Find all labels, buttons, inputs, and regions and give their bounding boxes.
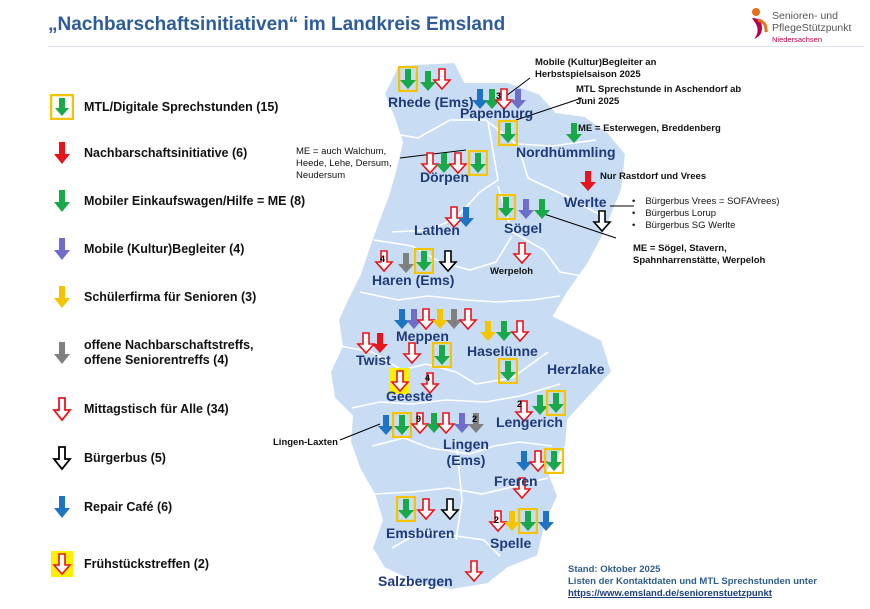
buergerbus-marker-icon xyxy=(438,248,458,274)
count-papenburg-mittagstisch: 3 xyxy=(496,91,502,101)
mittagstisch-marker-icon xyxy=(432,66,452,92)
place-doerpen: Dörpen xyxy=(420,169,469,185)
mtl-marker-icon xyxy=(496,194,516,220)
mtl-marker-icon xyxy=(392,412,412,438)
note-lingen-laxten: Lingen-Laxten xyxy=(273,437,338,448)
place-spelle: Spelle xyxy=(490,535,532,551)
place-salzbergen: Salzbergen xyxy=(378,573,453,589)
buergerbus-list xyxy=(632,196,779,232)
buergerbus-list-item: • Bürgerbus Vrees = SOFAVrees) xyxy=(632,196,779,208)
place-papenburg: Papenburg xyxy=(460,105,534,121)
buergerbus-marker-icon xyxy=(592,208,612,234)
place-haren: Haren (Ems) xyxy=(372,272,455,288)
note-werpeloh: Werpeloh xyxy=(490,266,534,277)
mtl-marker-icon xyxy=(432,342,452,368)
einkauf-marker-icon xyxy=(532,196,552,222)
mtl-marker-icon xyxy=(396,496,416,522)
legend-buergerbus-label: Bürgerbus (5) xyxy=(84,450,166,465)
mtl-marker-icon xyxy=(544,448,564,474)
buergerbus-list-item: • Bürgerbus SG Werlte xyxy=(632,220,779,232)
note-me-soegel: ME = Sögel, Stavern, Spahnharrenstätte, Werpeloh xyxy=(633,243,766,266)
place-soegel: Sögel xyxy=(504,220,543,236)
footer-stand: Stand: Oktober 2025 xyxy=(568,564,661,575)
legend-mittagstisch-label: Mittagstisch für Alle (34) xyxy=(84,401,229,416)
mittagstisch-marker-icon xyxy=(458,306,478,332)
initiative-marker-icon xyxy=(578,168,598,194)
mittagstisch-marker-icon xyxy=(510,318,530,344)
legend-schuelerfirma-label: Schülerfirma für Senioren (3) xyxy=(84,289,257,304)
place-werlte: Werlte xyxy=(564,194,607,210)
place-lengerich: Lengerich xyxy=(496,414,563,430)
logo-line1: Senioren- und xyxy=(772,10,838,22)
buergerbus-list-item: • Bürgerbus Lorup xyxy=(632,208,779,220)
note-rastdorf: Nur Rastdorf und Vrees xyxy=(600,171,707,182)
mtl-marker-icon xyxy=(398,66,418,92)
footer-info: Listen der Kontaktdaten und MTL Sprechstunden unter xyxy=(568,576,817,587)
place-herzlake: Herzlake xyxy=(547,361,605,377)
buergerbus-marker-icon xyxy=(440,496,460,522)
place-twist: Twist xyxy=(356,352,391,368)
mittagstisch-marker-icon xyxy=(416,496,436,522)
legend-mtl-label: MTL/Digitale Sprechstunden (15) xyxy=(84,99,279,114)
place-geeste: Geeste xyxy=(386,388,433,404)
place-emsbueren: Emsbüren xyxy=(386,525,455,541)
legend-treffs-label: offene Nachbarschaftstreffs, offene Seniorentreffs (4) xyxy=(84,338,254,367)
mtl-marker-icon xyxy=(546,390,566,416)
logo-line3: Niedersachsen xyxy=(772,35,823,44)
count-haren-mittagstisch: 4 xyxy=(380,254,386,264)
mtl-marker-icon xyxy=(498,120,518,146)
mittagstisch-marker-icon xyxy=(512,240,532,266)
count-spelle-mittagstisch: 2 xyxy=(494,515,500,525)
legend-repair-label: Repair Café (6) xyxy=(84,499,173,514)
place-freren: Freren xyxy=(494,473,538,489)
place-lathen: Lathen xyxy=(414,222,460,238)
count-geeste-mittagstisch: 4 xyxy=(425,373,431,383)
count-lingen-mittagstisch: 9 xyxy=(416,414,422,424)
mtl-marker-icon xyxy=(414,248,434,274)
count-lingen-treffs: 2 xyxy=(472,414,478,424)
place-lingen: Lingen (Ems) xyxy=(443,436,489,468)
place-meppen: Meppen xyxy=(396,328,449,344)
logo-line2: PflegeStützpunkt xyxy=(772,22,852,34)
legend-einkauf-label: Mobiler Einkaufswagen/Hilfe = ME (8) xyxy=(84,193,306,208)
mtl-marker-icon xyxy=(468,150,488,176)
page-title: „Nachbarschaftsinitiativen“ im Landkreis Emsland xyxy=(48,14,506,35)
footer xyxy=(568,564,817,600)
repair-marker-icon xyxy=(536,508,556,534)
place-nordhuemmling: Nordhümmling xyxy=(516,144,616,160)
note-me-walchum: ME = auch Walchum, Heede, Lehe, Dersum, Neudersum xyxy=(296,146,392,181)
place-rhede: Rhede (Ems) xyxy=(388,94,474,110)
note-mtl-aschendorf: MTL Sprechstunde in Aschendorf ab Juni 2025 xyxy=(576,84,742,107)
mtl-marker-icon xyxy=(518,508,538,534)
mittagstisch-marker-icon xyxy=(464,558,484,584)
count-lengerich-mittagstisch: 2 xyxy=(517,399,523,409)
place-haseluenne: Haselünne xyxy=(467,343,538,359)
mtl-marker-icon xyxy=(498,358,518,384)
note-papenburg-begleiter: Mobile (Kultur)Begleiter an Herbstspielsaison 2025 xyxy=(535,57,657,80)
legend-fruehstueck-label: Frühstückstreffen (2) xyxy=(84,556,210,571)
legend-begleiter-label: Mobile (Kultur)Begleiter (4) xyxy=(84,241,245,256)
legend-initiative-label: Nachbarschaftsinitiative (6) xyxy=(84,145,248,160)
footer-link[interactable]: https://www.emsland.de/seniorenstuetzpunkt xyxy=(568,588,772,599)
note-me-esterwegen: ME = Esterwegen, Breddenberg xyxy=(578,123,721,134)
